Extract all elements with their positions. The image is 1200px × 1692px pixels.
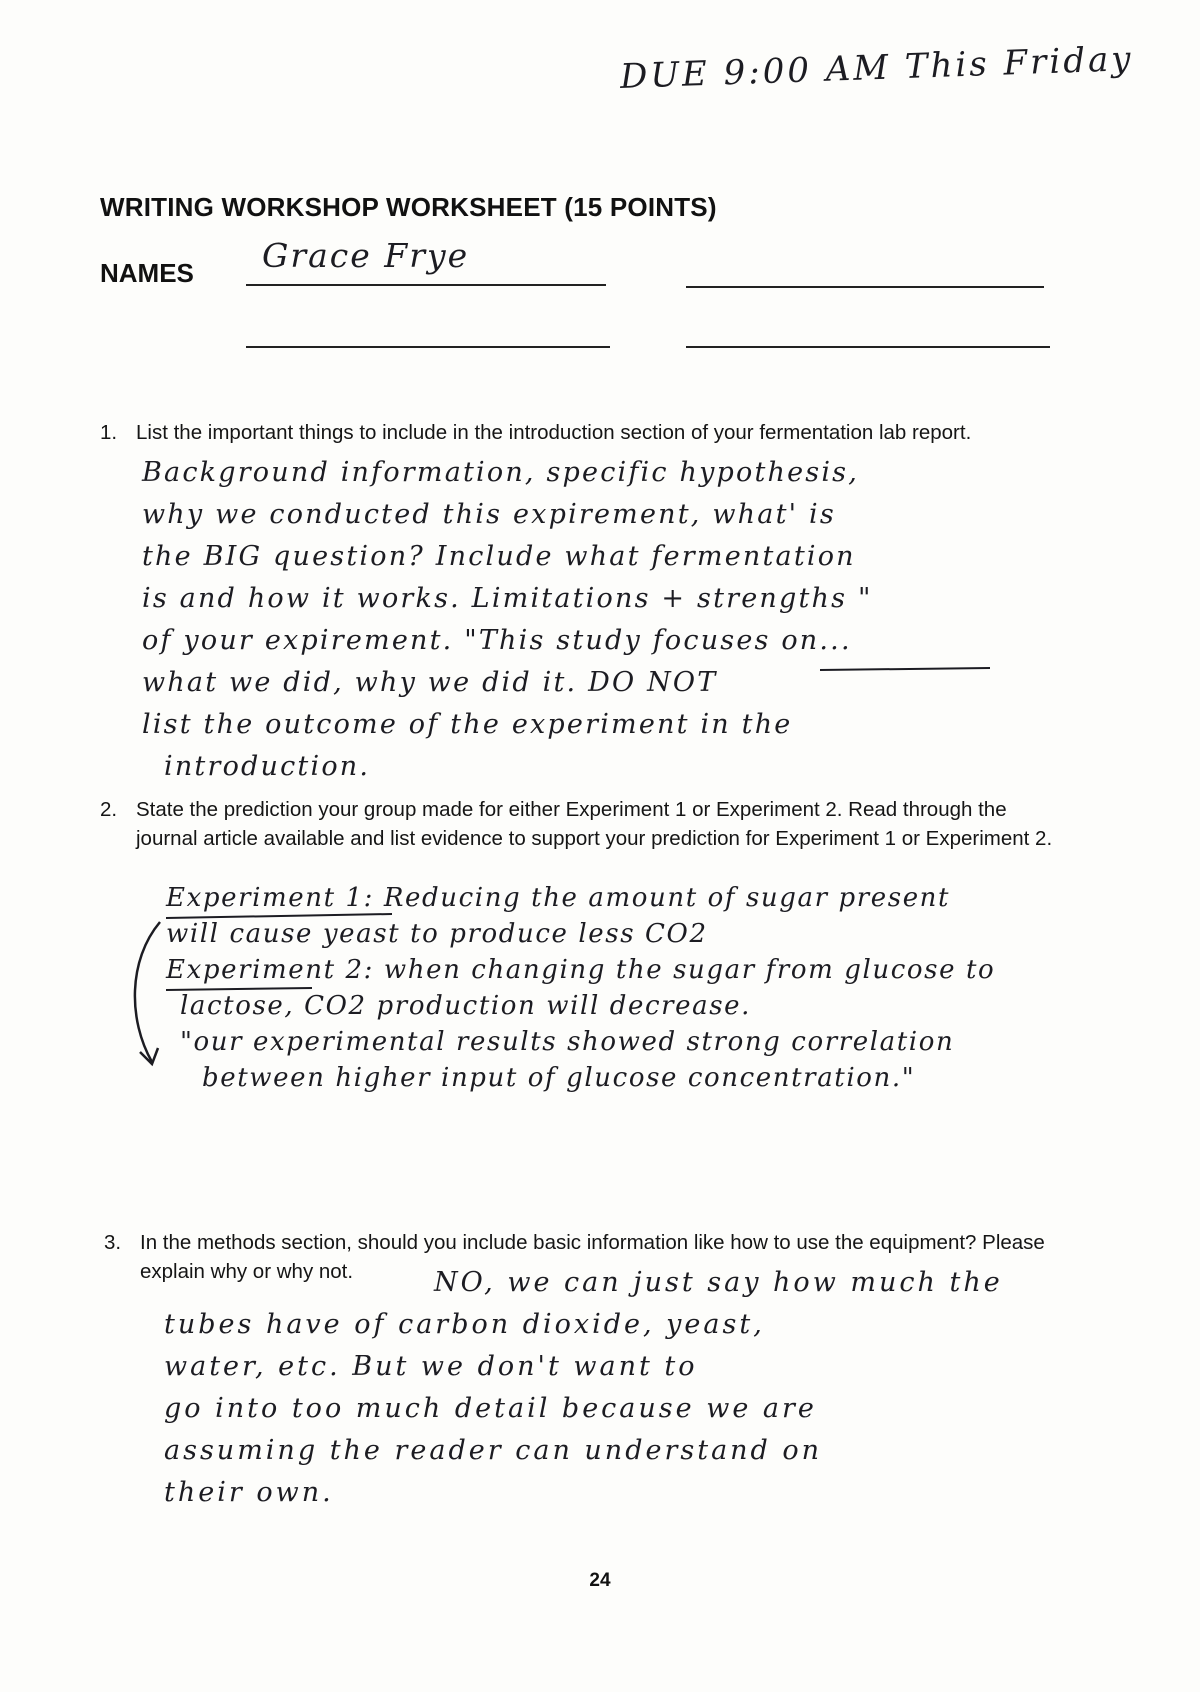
- answer-line: go into too much detail because we are: [164, 1393, 817, 1424]
- name-line-3: [246, 346, 610, 348]
- answer-line: the BIG question? Include what fermentation: [142, 541, 856, 572]
- question-number: 3.: [104, 1231, 122, 1254]
- question-text: List the important things to include in the introduction section of your fermentation lab report.: [136, 421, 972, 444]
- question-number: 2.: [100, 798, 118, 821]
- answer-line: assuming the reader can understand on: [164, 1435, 823, 1466]
- arrow-head: [140, 1048, 158, 1064]
- answer-line: NO, we can just say how much the: [434, 1267, 1003, 1298]
- page-number: 24: [589, 1570, 611, 1591]
- answer-line: Background information, specific hypothesis,: [142, 457, 860, 488]
- name-line-2: [686, 286, 1044, 288]
- name-line-1: [246, 284, 606, 286]
- worksheet-title: WRITING WORKSHOP WORKSHEET (15 POINTS): [100, 192, 717, 222]
- margin-bracket-arrow: [135, 922, 160, 1062]
- answer-line: lactose, CO2 production will decrease.: [180, 991, 752, 1021]
- answer-line: what we did, why we did it. DO NOT: [142, 667, 718, 698]
- answer-1: [142, 452, 873, 788]
- answer-line: water, etc. But we don't want to: [164, 1351, 698, 1382]
- question-number: 1.: [100, 421, 118, 444]
- question-text: In the methods section, should you include basic information like how to use the equipment? Please explain why or why not.: [140, 1231, 1045, 1283]
- answer-line: is and how it works. Limitations + strengths ": [142, 583, 873, 614]
- due-date-note: DUE 9:00 AM This Friday: [619, 39, 1135, 97]
- answer-line: Experiment 2: when changing the sugar from glucose to: [166, 955, 996, 985]
- names-label: NAMES: [100, 258, 194, 288]
- answer-2: [166, 880, 995, 1096]
- answer-line: Experiment 1: Reducing the amount of sugar present: [166, 883, 951, 913]
- answer-line: list the outcome of the experiment in the: [142, 709, 793, 740]
- answer-line: tubes have of carbon dioxide, yeast,: [164, 1309, 765, 1340]
- answer-line: why we conducted this expirement, what' is: [142, 499, 836, 530]
- answer-line: of your expirement. "This study focuses on...: [142, 625, 852, 656]
- answer-line: their own.: [164, 1477, 334, 1508]
- answer-3: [164, 1262, 1003, 1514]
- name-line-4: [686, 346, 1050, 348]
- answer-line: will cause yeast to produce less CO2: [166, 919, 708, 949]
- name-entry-1[interactable]: Grace Frye: [262, 236, 470, 275]
- question-text: State the prediction your group made for either Experiment 1 or Experiment 2. Read through the journal article available and list evidence to support your prediction for Experiment 1 or Experiment 2.: [136, 798, 1053, 850]
- answer-line: introduction.: [164, 751, 371, 782]
- answer-line: "our experimental results showed strong correlation: [180, 1027, 955, 1057]
- answer-line: between higher input of glucose concentration.": [202, 1063, 916, 1093]
